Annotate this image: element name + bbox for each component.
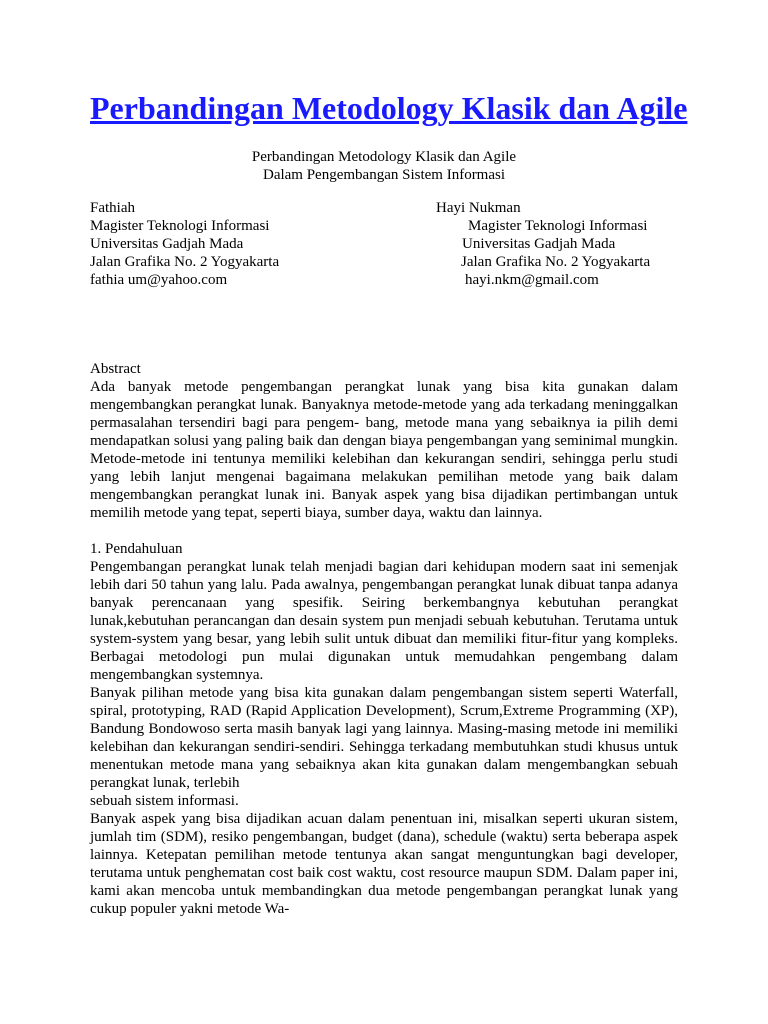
author-name: Fathiah: [90, 200, 135, 216]
document-title: Perbandingan Metodology Klasik dan Agile: [90, 90, 688, 126]
author-university: Universitas Gadjah Mada: [90, 236, 244, 252]
author-email: hayi.nkm@gmail.com: [465, 272, 599, 288]
paragraph: Pengembangan perangkat lunak telah menjadi bagian dari kehidupan modern saat ini semenjak lebih dari 50 tahun yang lalu. Pada awalnya, pengembangan perangkat lunak dibuat tanpa adanya banyak perencanaan yang spesifik. Seiring berkembangnya kebutuhan perangkat lunak,kebutuhan perancangan dan desain system pun menjadi sebuah kebutuhan. Terutama untuk system-system yang besar, yang lebih sulit untuk dibuat dan memiliki fitur-fitur yang kompleks. Berbagai metodologi pun mulai digunakan untuk memudahkan pengembang dalam mengembangkan systemnya.: [90, 559, 678, 683]
paragraph: sebuah sistem informasi.: [90, 793, 239, 809]
document-body: [90, 360, 678, 918]
section-heading: 1. Pendahuluan: [90, 541, 183, 557]
subtitle-line-1: Perbandingan Metodology Klasik dan Agile: [251, 149, 517, 165]
author-address: Jalan Grafika No. 2 Yogyakarta: [90, 254, 280, 270]
abstract-text: Ada banyak metode pengembangan perangkat lunak yang bisa kita gunakan dalam mengembangkan perangkat lunak. Banyaknya metode-metode yang ada terkadang meninggalkan permasalahan tersendiri bagi para pengem- bang, metode mana yang sebaiknya ia pilih demi mendapatkan solusi yang paling baik dan dengan biaya pengembangan yang seminimal mungkin. Metode-metode ini tentunya memiliki kelebihan dan kekurangan sendiri, sehingga perlu studi yang lebih lanjut mengenai bagaimana melakukan pemilihan metode yang baik dalam mengembangkan perangkat lunak ini. Banyak aspek yang bisa dijadikan pertimbangan untuk memilih metode yang tepat, seperti biaya, sumber daya, waktu dan lainnya.: [90, 379, 678, 521]
author-program: Magister Teknologi Informasi: [90, 218, 270, 234]
subtitle-line-2: Dalam Pengembangan Sistem Informasi: [262, 167, 506, 183]
abstract-heading: Abstract: [90, 361, 141, 377]
author-name: Hayi Nukman: [436, 200, 521, 216]
author-address: Jalan Grafika No. 2 Yogyakarta: [461, 254, 651, 270]
subtitle: [0, 148, 768, 184]
author-block-2: [436, 199, 650, 289]
author-program: Magister Teknologi Informasi: [468, 218, 648, 234]
author-email: fathia um@yahoo.com: [90, 272, 228, 288]
paragraph: Banyak pilihan metode yang bisa kita gunakan dalam pengembangan sistem seperti Waterfall, spiral, prototyping, RAD (Rapid Application Development), Scrum,Extreme Programming (XP), Bandung Bondowoso serta masih banyak lagi yang lainnya. Masing-masing metode ini memiliki kelebihan dan kekurangan sendiri-sendiri. Sehingga terkadang membutuhkan studi khusus untuk menentukan metode mana yang sebaiknya akan kita gunakan dalam mengembangkan sebuah perangkat lunak, terlebih: [90, 685, 678, 791]
author-block-1: [90, 199, 279, 289]
paragraph: Banyak aspek yang bisa dijadikan acuan dalam penentuan ini, misalkan seperti ukuran sistem, jumlah tim (SDM), resiko pengembangan, budget (dana), schedule (waktu) serta beberapa aspek lainnya. Ketepatan pemilihan metode tentunya akan sangat menguntungkan bagi developer, terutama untuk penghematan cost baik cost waktu, cost resource maupun SDM. Dalam paper ini, kami akan mencoba untuk membandingkan dua metode pengembangan perangkat lunak yang cukup populer yakni metode Wa-: [90, 811, 678, 917]
author-university: Universitas Gadjah Mada: [462, 236, 616, 252]
